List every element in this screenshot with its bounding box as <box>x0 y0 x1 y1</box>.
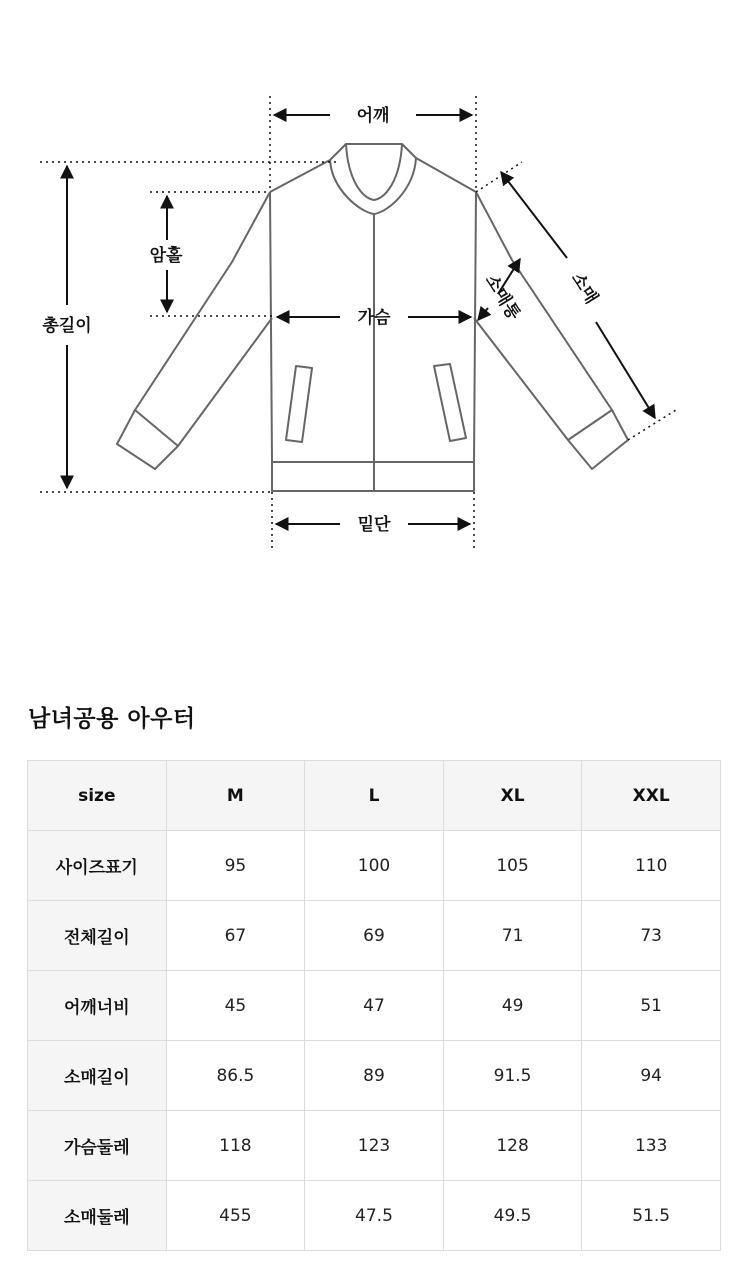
table-cell: 47.5 <box>305 1181 444 1251</box>
table-cell: 51.5 <box>582 1181 721 1251</box>
sleeve-label: 소매 <box>567 269 602 308</box>
row-label: 가슴둘레 <box>28 1111 167 1181</box>
table-cell: 69 <box>305 901 444 971</box>
table-cell: 123 <box>305 1111 444 1181</box>
header-cell-xl: XL <box>443 761 582 831</box>
armhole-label: 암홀 <box>149 246 183 266</box>
table-cell: 47 <box>305 971 444 1041</box>
table-cell: 95 <box>166 831 305 901</box>
row-label: 어깨너비 <box>28 971 167 1041</box>
row-label: 사이즈표기 <box>28 831 167 901</box>
table-row <box>28 1041 721 1111</box>
header-cell-xxl: XXL <box>582 761 721 831</box>
table-cell: 49 <box>443 971 582 1041</box>
table-row <box>28 1111 721 1181</box>
header-cell-l: L <box>305 761 444 831</box>
table-cell: 71 <box>443 901 582 971</box>
table-cell: 94 <box>582 1041 721 1111</box>
table-cell: 91.5 <box>443 1041 582 1111</box>
shoulder-label: 어깨 <box>356 106 390 126</box>
table-cell: 110 <box>582 831 721 901</box>
table-row <box>28 1181 721 1251</box>
table-cell: 67 <box>166 901 305 971</box>
header-cell-size: size <box>28 761 167 831</box>
row-label: 전체길이 <box>28 901 167 971</box>
table-cell: 455 <box>166 1181 305 1251</box>
table-cell: 86.5 <box>166 1041 305 1111</box>
section-title: 남녀공용 아우터 <box>28 706 196 732</box>
table-cell: 89 <box>305 1041 444 1111</box>
size-table <box>27 760 721 1251</box>
table-row <box>28 901 721 971</box>
table-cell: 105 <box>443 831 582 901</box>
table-cell: 51 <box>582 971 721 1041</box>
table-header-row <box>28 761 721 831</box>
table-cell: 133 <box>582 1111 721 1181</box>
hem-label: 밑단 <box>357 515 391 535</box>
table-row <box>28 831 721 901</box>
row-label: 소매길이 <box>28 1041 167 1111</box>
sleeve-width-label: 소매통 <box>480 271 524 324</box>
row-label: 소매둘레 <box>28 1181 167 1251</box>
chest-label: 가슴 <box>357 308 391 328</box>
table-cell: 100 <box>305 831 444 901</box>
jacket-size-diagram <box>0 0 750 600</box>
total-length-label: 총길이 <box>42 316 92 336</box>
table-cell: 118 <box>166 1111 305 1181</box>
header-cell-m: M <box>166 761 305 831</box>
table-cell: 128 <box>443 1111 582 1181</box>
table-row <box>28 971 721 1041</box>
table-cell: 73 <box>582 901 721 971</box>
table-cell: 49.5 <box>443 1181 582 1251</box>
table-cell: 45 <box>166 971 305 1041</box>
